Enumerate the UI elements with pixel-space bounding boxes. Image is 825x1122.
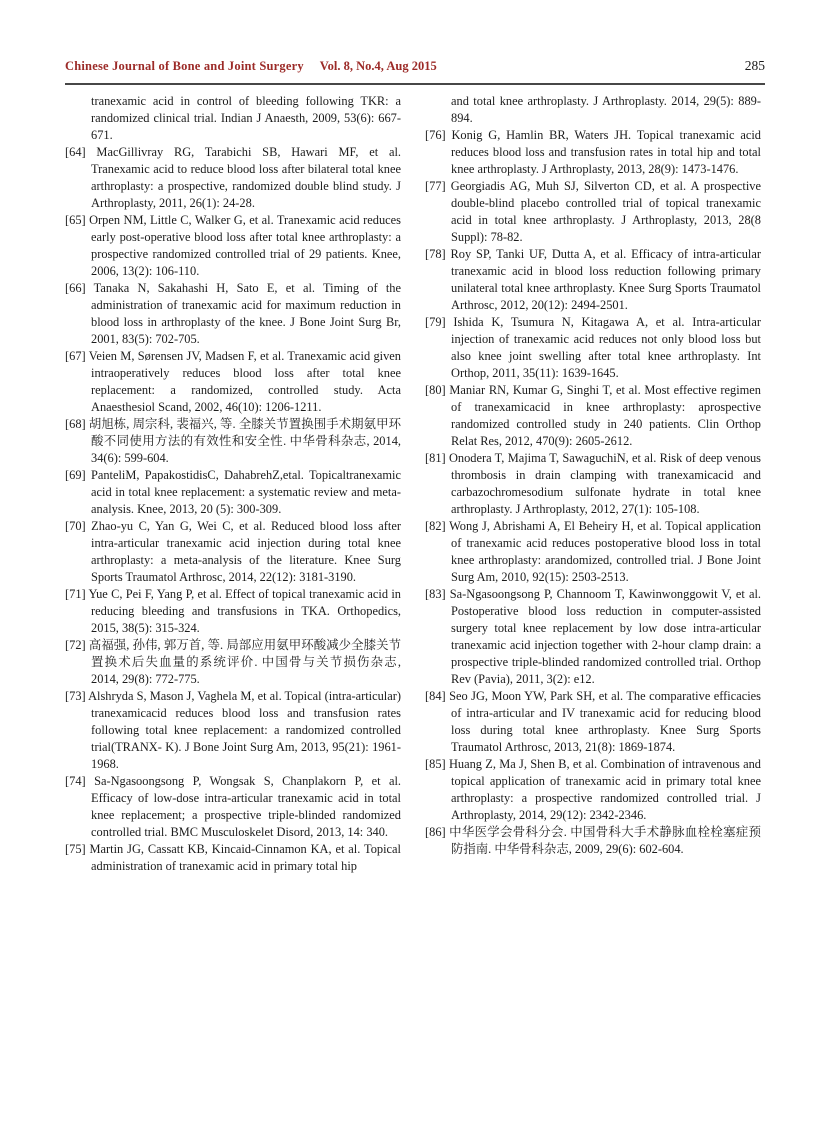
reference-entry <box>65 586 401 637</box>
reference-text: PanteliM, PapakostidisC, DahabrehZ,etal. Topicaltranexamic acid in total knee replacement: a systematic review and meta-analysis. Knee, 2013, 20 (5): 300-309. <box>90 468 401 516</box>
references-left-column <box>65 93 401 875</box>
reference-entry <box>65 841 401 875</box>
reference-text: Seo JG, Moon YW, Park SH, et al. The comparative efficacies of intra-articular and IV tranexamic acid for reducing blood loss during total knee arthroplasty. Knee Surg Sports Traumatol Arthrosc, 2013, 21(8): 1869-1874. <box>449 689 762 754</box>
reference-entry <box>425 756 761 824</box>
reference-number: [68] <box>65 417 89 431</box>
reference-number: [82] <box>425 519 450 533</box>
reference-text: Onodera T, Majima T, SawaguchiN, et al. Risk of deep venous thrombosis in drain clamping with tranexamicacid and carbazochromesodium sulfonate hydrate in total knee arthroplasty. J Arthroplasty, 2012, 27(1): 105-108. <box>448 451 761 516</box>
reference-entry <box>425 450 761 518</box>
reference-text: Huang Z, Ma J, Shen B, et al. Combination of intravenous and topical application of tranexamic acid in primary total knee arthroplasty: a prospective randomized controlled trial. J Arthroplasty, 2014, 29(12): 2342-2346. <box>448 757 762 822</box>
reference-text: Ishida K, Tsumura N, Kitagawa A, et al. Intra-articular injection of tranexamic acid reduces not only blood loss but also knee joint swelling after total knee arthroplasty. Int Orthop, 2011, 35(11): 1639-1645. <box>451 315 761 380</box>
journal-title: Chinese Journal of Bone and Joint Surgery <box>65 59 304 73</box>
reference-number: [67] <box>65 349 89 363</box>
reference-number: [78] <box>425 247 451 261</box>
reference-entry <box>65 212 401 280</box>
reference-entry <box>65 416 401 467</box>
journal-header <box>65 58 765 85</box>
reference-number: [85] <box>425 757 449 771</box>
reference-entry <box>425 688 761 756</box>
reference-text: Wong J, Abrishami A, El Beheiry H, et al. Topical application of tranexamic acid reduces postoperative blood loss in total knee arthroplasty: arandomized, controlled trial. J Bone Joint Surg Am, 2010, 92(15): 2503-2513. <box>449 519 761 584</box>
issue-info: Vol. 8, No.4, Aug 2015 <box>319 59 437 73</box>
reference-entry <box>425 586 761 688</box>
reference-number: [73] <box>65 689 89 703</box>
reference-text: Yue C, Pei F, Yang P, et al. Effect of topical tranexamic acid in reducing bleeding and transfusions in TKA. Orthopedics, 2015, 38(5): 315-324. <box>88 587 402 635</box>
reference-text: 中华医学会骨科分会. 中国骨科大手术静脉血栓栓塞症预防指南. 中华骨科杂志, 2009, 29(6): 602-604. <box>449 825 761 856</box>
reference-text: MacGillivray RG, Tarabichi SB, Hawari MF, et al. Tranexamic acid to reduce blood loss after bilateral total knee arthroplasty: a prospective, randomized double blind study. J Arthroplasty, 2011, 26(1): 24-28. <box>91 145 401 210</box>
reference-number: [81] <box>425 451 449 465</box>
reference-entry <box>65 467 401 518</box>
reference-text: Alshryda S, Mason J, Vaghela M, et al. Topical (intra-articular) tranexamicacid reduces blood loss and transfusion rates following total knee replacement: a randomized controlled trial(TRANX- K). J Bone Joint Surg Am, 2013, 95(21): 1961-1968. <box>88 689 401 771</box>
reference-number: [77] <box>425 179 451 193</box>
reference-text: Sa-Ngasoongsong P, Wongsak S, Chanplakorn P, et al. Efficacy of low-dose intra-articular tranexamic acid in total knee replacement; a prospective triple-blinded randomized controlled trial. BMC Musculoskelet Disord, 2013, 14: 340. <box>91 774 401 839</box>
reference-number: [76] <box>425 128 452 142</box>
reference-text: 胡旭栋, 周宗科, 裴福兴, 等. 全膝关节置换围手术期氨甲环酸不同使用方法的有效性和安全性. 中华骨科杂志, 2014, 34(6): 599-604. <box>88 417 402 465</box>
references-right-column <box>425 93 761 875</box>
reference-entry <box>425 314 761 382</box>
references-section <box>65 93 762 875</box>
reference-entry <box>65 518 401 586</box>
reference-number: [84] <box>425 689 450 703</box>
reference-number: [69] <box>65 468 91 482</box>
reference-text: Martin JG, Cassatt KB, Kincaid-Cinnamon KA, et al. Topical administration of tranexamic acid in primary total hip <box>89 842 401 873</box>
reference-number: [75] <box>65 842 90 856</box>
reference-text: and total knee arthroplasty. J Arthroplasty. 2014, 29(5): 889-894. <box>451 94 761 125</box>
reference-text: 高福强, 孙伟, 郭万首, 等. 局部应用氨甲环酸减少全膝关节置换术后失血量的系统评价. 中国骨与关节损伤杂志, 2014, 29(8): 772-775. <box>88 638 402 686</box>
reference-text: tranexamic acid in control of bleeding following TKR: a randomized clinical trial. Indian J Anaesth, 2009, 53(6): 667-671. <box>91 94 401 142</box>
reference-entry <box>425 824 761 858</box>
reference-text: Konig G, Hamlin BR, Waters JH. Topical tranexamic acid reduces blood loss and transfusion rates in total hip and total knee arthroplasty. J Arthroplasty, 2013, 28(9): 1473-1476. <box>451 128 761 176</box>
reference-entry <box>425 518 761 586</box>
reference-number: [70] <box>65 519 92 533</box>
reference-number: [71] <box>65 587 89 601</box>
reference-entry <box>65 773 401 841</box>
reference-entry <box>425 127 761 178</box>
reference-entry <box>65 348 401 416</box>
reference-entry <box>65 637 401 688</box>
reference-number: [79] <box>425 315 454 329</box>
reference-entry <box>65 93 401 144</box>
reference-entry <box>425 382 761 450</box>
reference-text: Roy SP, Tanki UF, Dutta A, et al. Efficacy of intra-articular tranexamic acid in blood loss reduction following primary unilateral total knee arthroplasty. Knee Surg Sports Traumatol Arthrosc, 2012, 20(12): 2494-2501. <box>450 247 761 312</box>
reference-entry <box>425 178 761 246</box>
reference-number: [66] <box>65 281 94 295</box>
reference-text: Orpen NM, Little C, Walker G, et al. Tranexamic acid reduces early post-operative blood loss after total knee arthroplasty: a prospective randomized controlled trial of 29 patients. Knee, 2006, 13(2): 106-110. <box>89 213 401 278</box>
reference-text: Zhao-yu C, Yan G, Wei C, et al. Reduced blood loss after intra-articular tranexamic acid injection during total knee arthroplasty: a meta-analysis of the literature. Knee Surg Sports Traumatol Arthrosc, 2014, 22(12): 3181-3190. <box>91 519 401 584</box>
reference-entry <box>65 144 401 212</box>
reference-number: [72] <box>65 638 89 652</box>
reference-text: Veien M, Sørensen JV, Madsen F, et al. Tranexamic acid given intraoperatively reduces blood loss after total knee replacement: a randomized, controlled study. Acta Anaesthesiol Scand, 2002, 46(10): 1206-1211. <box>88 349 401 414</box>
reference-text: Georgiadis AG, Muh SJ, Silverton CD, et al. A prospective double-blind placebo controlled trial of topical tranexamic acid in total knee arthroplasty. J Arthroplasty, 2013, 28(8 Suppl): 78-82. <box>450 179 761 244</box>
reference-number: [86] <box>425 825 450 839</box>
reference-number: [64] <box>65 145 97 159</box>
reference-entry <box>425 246 761 314</box>
reference-entry <box>425 93 761 127</box>
reference-number: [80] <box>425 383 450 397</box>
reference-text: Tanaka N, Sakahashi H, Sato E, et al. Timing of the administration of tranexamic acid for maximum reduction in blood loss in arthroplasty of the knee. J Bone Joint Surg Br, 2001, 83(5): 702-705. <box>91 281 401 346</box>
reference-entry <box>65 688 401 773</box>
reference-number: [83] <box>425 587 450 601</box>
reference-text: Maniar RN, Kumar G, Singhi T, et al. Most effective regimen of tranexamicacid in knee arthroplasty: aprospective randomized controlled study in 240 patients. Clin Orthop Relat Res, 2012, 470(9): 2605-2612. <box>449 383 761 448</box>
page-number: 285 <box>744 58 765 73</box>
reference-text: Sa-Ngasoongsong P, Channoom T, Kawinwonggowit V, et al. Postoperative blood loss reduction in computer-assisted surgery total knee replacement by low dose intra-articular tranexamic acid injection together with 2-hour clamp drain: a prospective triple-blinded randomized controlled trial. Orthop Rev (Pavia), 2011, 3(2): e12. <box>449 587 761 686</box>
reference-number: [65] <box>65 213 90 227</box>
reference-number: [74] <box>65 774 95 788</box>
reference-entry <box>65 280 401 348</box>
